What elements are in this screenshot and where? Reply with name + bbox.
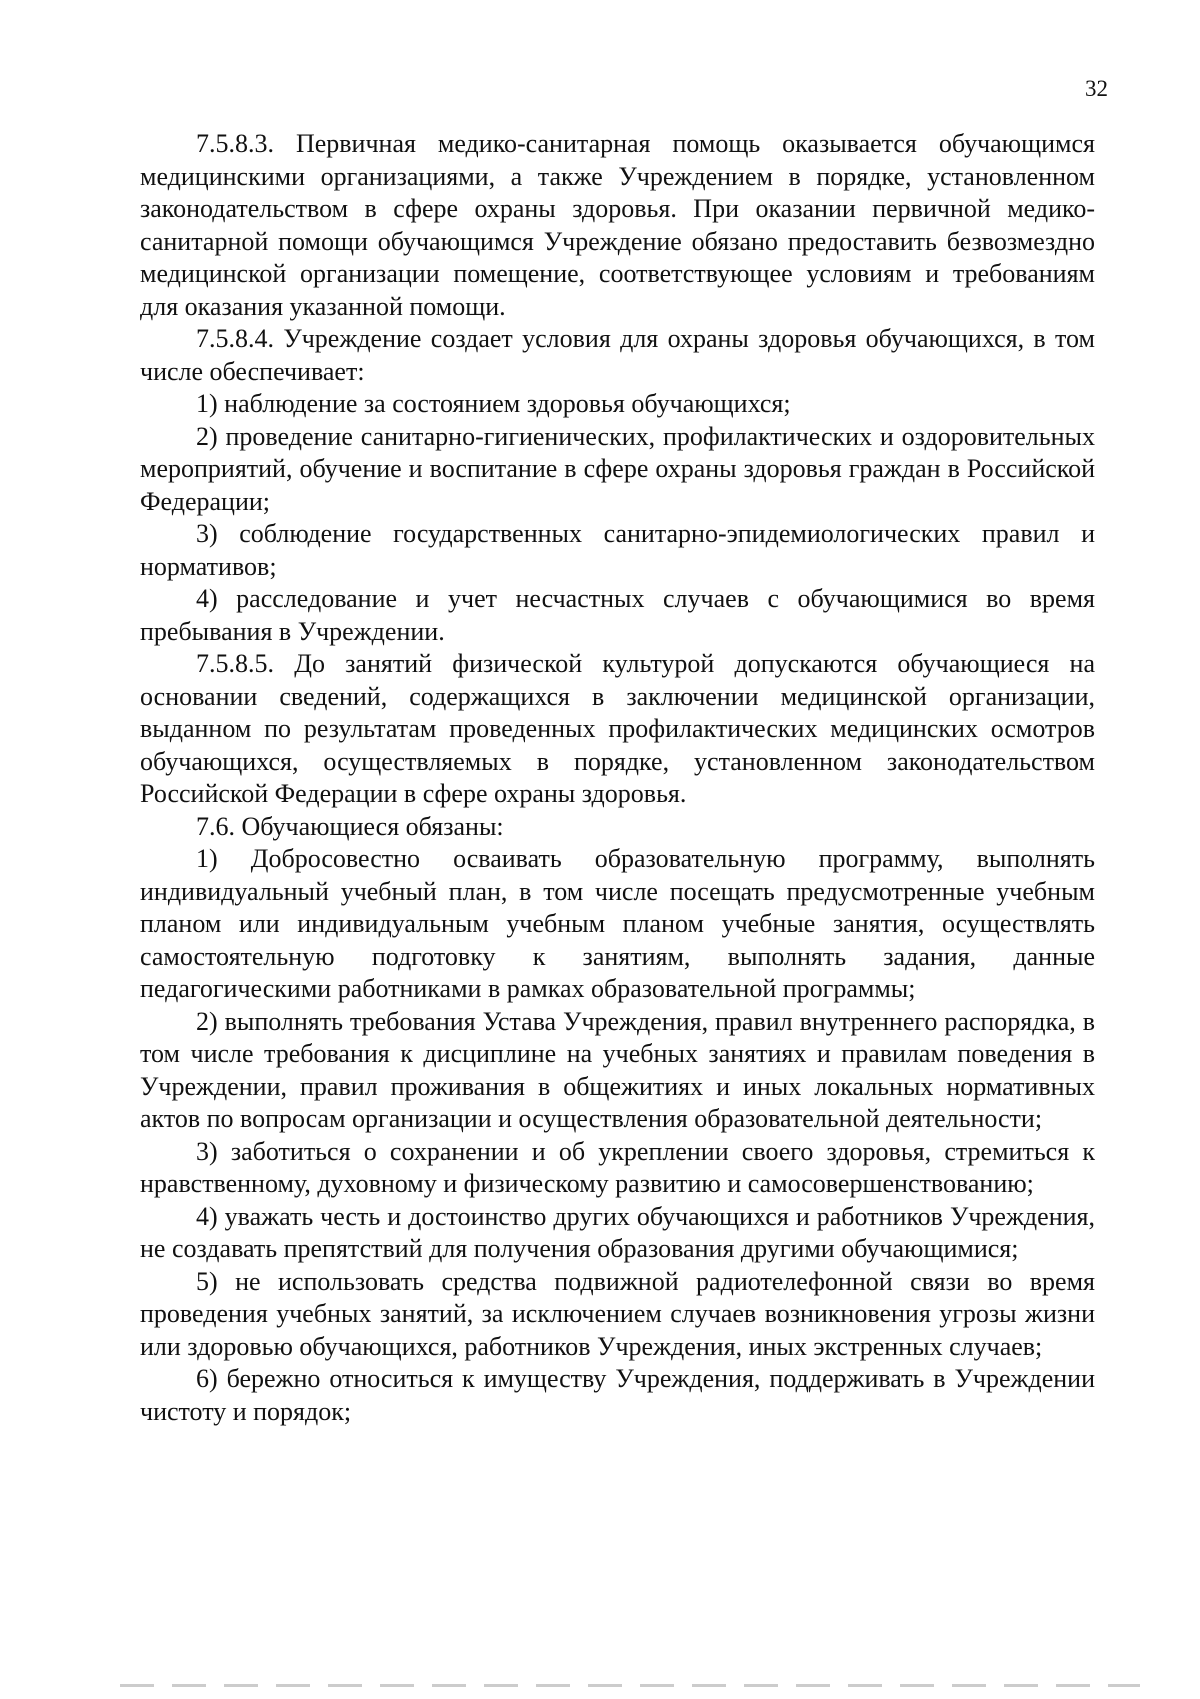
list-item-duty-2: 2) выполнять требования Устава Учреждения, правил внутреннего распорядка, в том числе требования к дисциплине на учебных занятиях и правилам поведения в Учреждении, правил проживания в общежитиях и иных локальных нормативных актов по вопросам организации и осуществления образовательной деятельности;	[140, 1006, 1095, 1133]
list-item-health-1: 1) наблюдение за состоянием здоровья обучающихся;	[196, 389, 791, 418]
list-item-duty-1: 1) Добросовестно осваивать образовательную программу, выполнять индивидуальный учебный план, в том числе посещать предусмотренные учебным планом или индивидуальным учебным планом учебные занятия, осуществлять самостоятельную подготовку к занятиям, выполнять задания, данные педагогическими работниками в рамках образовательной программы;	[140, 844, 1095, 1003]
paragraph-7-5-8-5: 7.5.8.5. До занятий физической культурой допускаются обучающиеся на основании сведений, содержащихся в заключении медицинской организации, выданном по результатам проведенных профилактических медицинских осмотров обучающихся, осуществляемых в порядке, установленном законодательством Российской Федерации в сфере охраны здоровья.	[140, 649, 1095, 808]
paragraph-7-6-heading: 7.6. Обучающиеся обязаны:	[196, 811, 504, 841]
list-item-health-2: 2) проведение санитарно-гигиенических, профилактических и оздоровительных мероприятий, обучение и воспитание в сфере охраны здоровья граждан в Российской Федерации;	[140, 421, 1095, 516]
document-body	[140, 128, 1095, 1428]
list-item-duty-5: 5) не использовать средства подвижной радиотелефонной связи во время проведения учебных занятий, за исключением случаев возникновения угрозы жизни или здоровью обучающихся, работников Учреждения, иных экстренных случаев;	[140, 1266, 1095, 1361]
list-item-duty-3: 3) заботиться о сохранении и об укреплении своего здоровья, стремиться к нравственному, духовному и физическому развитию и самосовершенствованию;	[140, 1136, 1095, 1198]
scan-edge-artifact	[120, 1684, 1140, 1687]
paragraph-7-5-8-4: 7.5.8.4. Учреждение создает условия для охраны здоровья обучающихся, в том числе обеспечивает:	[140, 324, 1095, 386]
paragraph-7-5-8-3: 7.5.8.3. Первичная медико-санитарная помощь оказывается обучающимся медицинскими организациями, а также Учреждением в порядке, установленном законодательством в сфере охраны здоровья. При оказании первичной медико-санитарной помощи обучающимся Учреждение обязано предоставить безвозмездно медицинской организации помещение, соответствующее условиям и требованиям для оказания указанной помощи.	[140, 129, 1095, 321]
page-number: 32	[1085, 76, 1108, 101]
list-item-health-3: 3) соблюдение государственных санитарно-эпидемиологических правил и нормативов;	[140, 519, 1095, 581]
list-item-health-4: 4) расследование и учет несчастных случаев с обучающимися во время пребывания в Учреждении.	[140, 584, 1095, 646]
list-item-duty-6: 6) бережно относиться к имуществу Учреждения, поддерживать в Учреждении чистоту и порядок;	[140, 1364, 1095, 1426]
list-item-duty-4: 4) уважать честь и достоинство других обучающихся и работников Учреждения, не создавать препятствий для получения образования другими обучающимися;	[140, 1201, 1095, 1263]
